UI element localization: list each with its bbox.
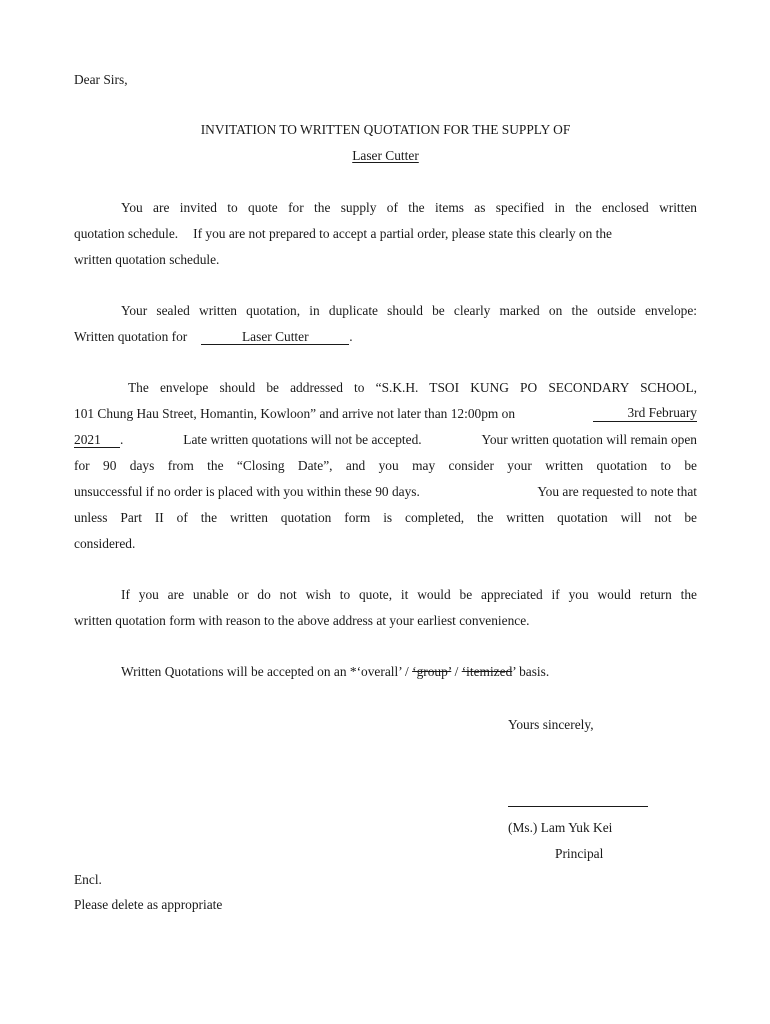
para4-line2: written quotation form with reason to the above address at your earliest convenience.: [74, 613, 530, 628]
para4-line1: If you are unable or do not wish to quote, it would be appreciated if you would return the: [121, 587, 697, 602]
signatory-name: (Ms.) Lam Yuk Kei: [508, 820, 613, 835]
para3-line1: The envelope should be addressed to “S.K.H. TSOI KUNG PO SECONDARY SCHOOL,: [128, 380, 697, 395]
date-field-part2: 2021: [74, 433, 120, 448]
para5-suffix: ’ basis.: [512, 664, 550, 679]
para3-line6: unless Part II of the written quotation form is completed, the written quotation will not be: [74, 510, 697, 525]
para3-line5: [74, 484, 697, 500]
heading-title: INVITATION TO WRITTEN QUOTATION FOR THE SUPPLY OF: [200, 122, 571, 137]
para2-line1: Your sealed written quotation, in duplicate should be clearly marked on the outside envelope:: [121, 303, 697, 318]
para3-line2-text: 101 Chung Hau Street, Homantin, Kowloon” and arrive not later than 12:00pm on: [74, 406, 516, 421]
para5-sep: /: [451, 664, 462, 679]
para1-line1: You are invited to quote for the supply of the items as specified in the enclosed written: [121, 200, 697, 215]
para2-line2: [74, 329, 697, 345]
para1-line2: [74, 226, 697, 242]
para3-line5a: unsuccessful if no order is placed with you within these 90 days.: [74, 484, 420, 499]
para3-line3-right: Your written quotation will remain open: [481, 432, 697, 447]
heading-item-text: Laser Cutter: [352, 148, 419, 163]
para5-prefix: Written Quotations will be accepted on an *‘overall’ /: [121, 664, 413, 679]
para3-line7: considered.: [74, 536, 136, 551]
para1-line2a: quotation schedule.: [74, 226, 179, 241]
para3-line3-left: [74, 432, 123, 448]
signature-line: [508, 806, 648, 807]
para2-item-field: Laser Cutter: [201, 330, 349, 345]
delete-note: Please delete as appropriate: [74, 897, 223, 912]
para2-label: Written quotation for: [74, 329, 188, 344]
date-field-part1: 3rd February: [593, 406, 697, 422]
para1-line2b: If you are not prepared to accept a partial order, please state this clearly on the: [193, 226, 612, 241]
closing: Yours sincerely,: [508, 717, 594, 732]
para3-line3-period: .: [120, 432, 124, 447]
para3-line3-mid: Late written quotations will not be accepted.: [183, 432, 422, 447]
para3-line5b: You are requested to note that: [537, 484, 697, 499]
para2-end: .: [349, 329, 353, 344]
para5-basis: [74, 664, 697, 680]
para3-line4: for 90 days from the “Closing Date”, and you may consider your written quotation to be: [74, 458, 697, 473]
heading-item: [74, 148, 697, 164]
option-itemized-struck: ‘itemized: [461, 664, 513, 679]
enclosure: Encl.: [74, 872, 102, 887]
para1-line3: written quotation schedule.: [74, 252, 220, 267]
greeting: Dear Sirs,: [74, 72, 128, 87]
para3-line2: [74, 406, 697, 422]
option-group-struck: ‘group’: [412, 664, 452, 679]
para3-line3: [74, 432, 697, 448]
signatory-title: Principal: [555, 846, 604, 861]
